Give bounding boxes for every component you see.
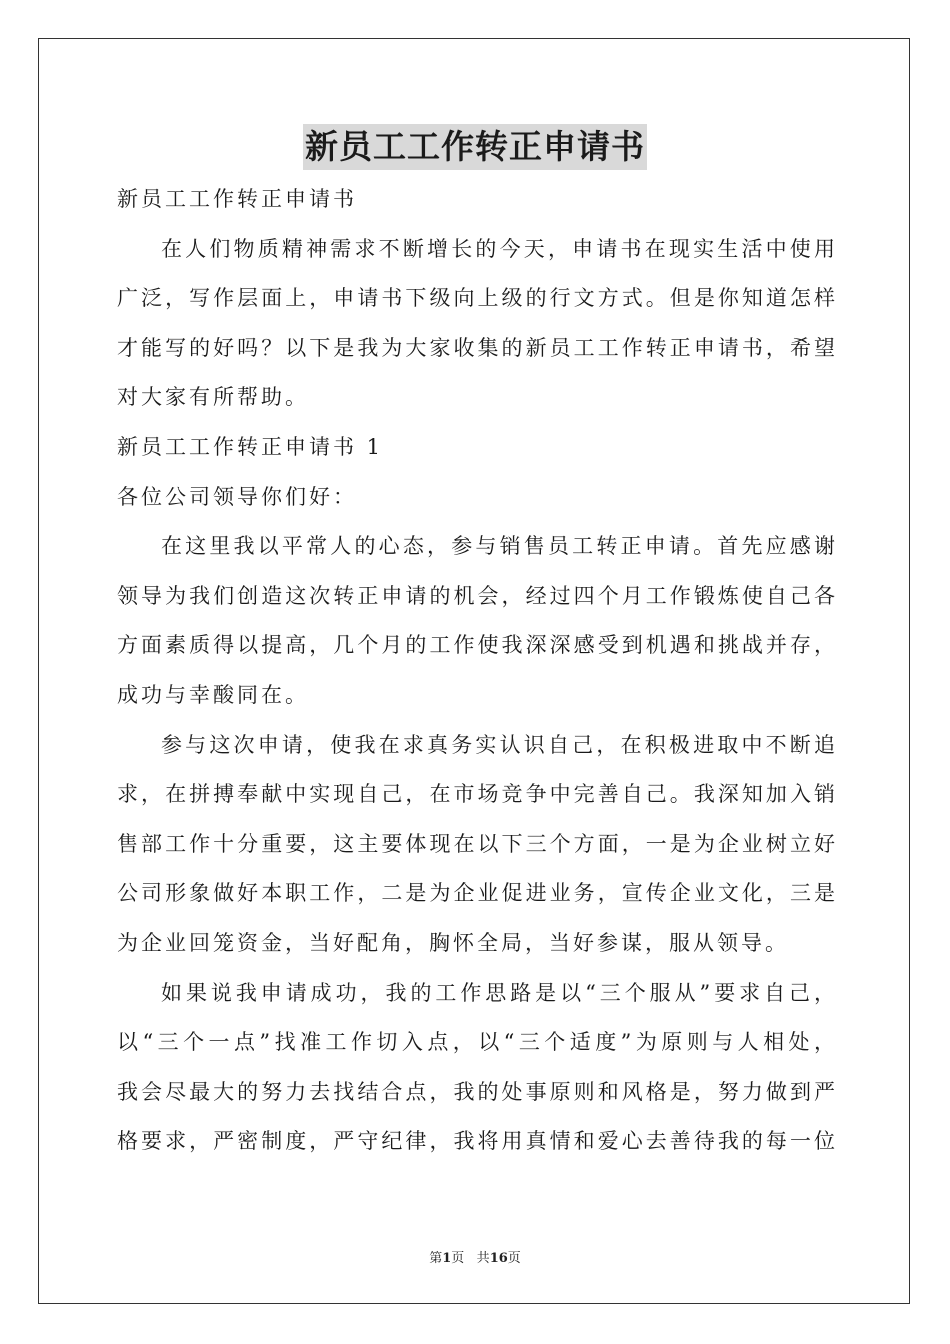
paragraph-line: 为企业回笼资金，当好配角，胸怀全局，当好参谋，服从领导。 xyxy=(117,930,789,955)
paragraph-line: 我会尽最大的努力去找结合点，我的处事原则和风格是，努力做到严 xyxy=(117,1079,835,1104)
total-suffix: 页 xyxy=(507,1251,521,1266)
paragraph-line: 参与这次申请，使我在求真务实认识自己，在积极进取中不断追 xyxy=(161,732,835,757)
paragraph-line: 售部工作十分重要，这主要体现在以下三个方面，一是为企业树立好 xyxy=(117,831,835,856)
paragraph-line: 广泛，写作层面上，申请书下级向上级的行文方式。但是你知道怎样 xyxy=(117,286,835,311)
paragraph-line: 才能写的好吗？以下是我为大家收集的新员工工作转正申请书，希望 xyxy=(117,335,835,360)
title-container xyxy=(0,124,950,170)
paragraph-line: 公司形象做好本职工作，二是为企业促进业务，宣传企业文化，三是 xyxy=(117,881,835,906)
section-heading: 新员工工作转正申请书 1 xyxy=(117,434,384,459)
paragraph-line: 成功与幸酸同在。 xyxy=(117,682,309,707)
paragraph-line: 以“三个一点”找准工作切入点，以“三个适度”为原则与人相处， xyxy=(117,1030,835,1055)
paragraph-line: 方面素质得以提高，几个月的工作使我深深感受到机遇和挑战并存， xyxy=(117,633,835,658)
subtitle-line: 新员工工作转正申请书 xyxy=(117,187,357,211)
paragraph-line: 在人们物质精神需求不断增长的今天，申请书在现实生活中使用 xyxy=(161,236,835,261)
total-prefix: 共 xyxy=(476,1251,490,1266)
paragraph-line: 对大家有所帮助。 xyxy=(117,385,309,410)
page-suffix: 页 xyxy=(451,1251,465,1266)
page-total: 16 xyxy=(489,1251,508,1266)
page-prefix: 第 xyxy=(429,1251,443,1266)
document-body xyxy=(117,178,835,1170)
paragraph-line: 格要求，严密制度，严守纪律，我将用真情和爱心去善待我的每一位 xyxy=(117,1129,835,1154)
paragraph-line: 求，在拼搏奉献中实现自己，在市场竞争中完善自己。我深知加入销 xyxy=(117,782,835,807)
page-footer xyxy=(0,1247,950,1266)
paragraph-line: 领导为我们创造这次转正申请的机会，经过四个月工作锻炼使自己各 xyxy=(117,583,835,608)
document-title: 新员工工作转正申请书 xyxy=(303,124,647,170)
paragraph-line: 在这里我以平常人的心态，参与销售员工转正申请。首先应感谢 xyxy=(161,534,835,559)
salutation-line: 各位公司领导你们好： xyxy=(117,484,357,509)
paragraph-line: 如果说我申请成功，我的工作思路是以“三个服从”要求自己， xyxy=(161,980,835,1005)
page-current: 1 xyxy=(442,1251,452,1266)
